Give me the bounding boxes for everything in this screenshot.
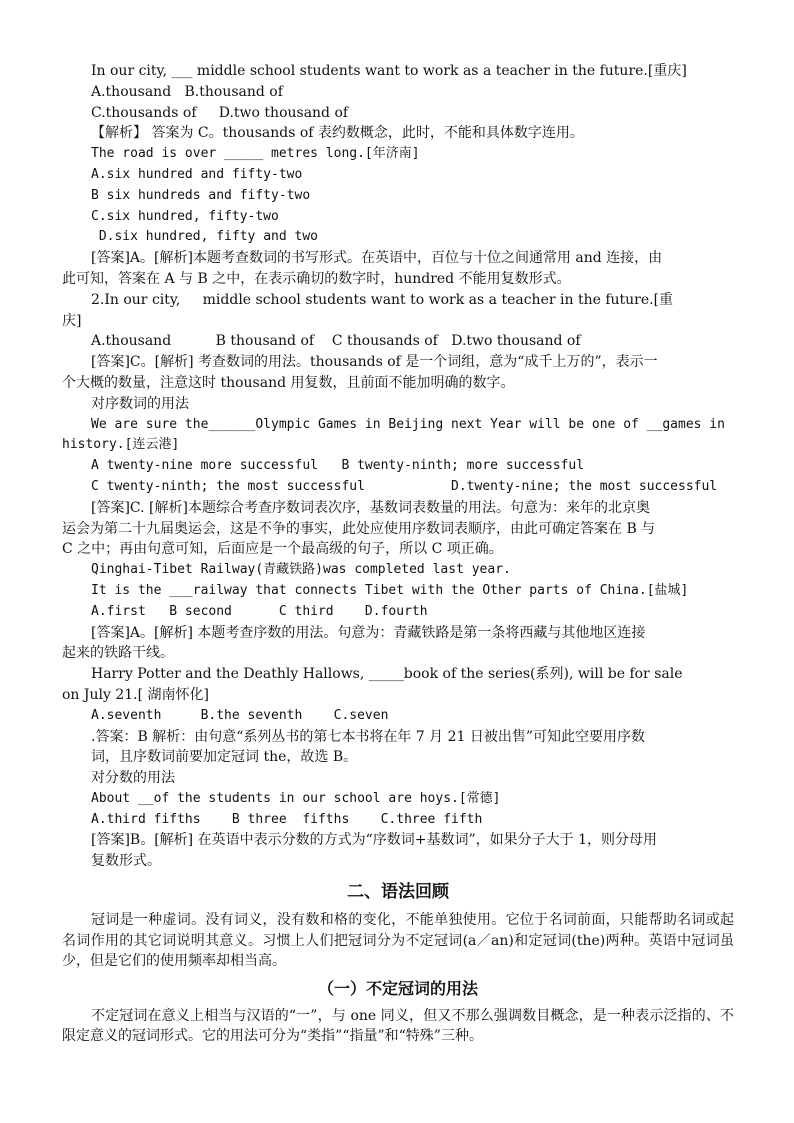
answer-line: 起来的铁路干线。: [62, 645, 174, 662]
option-line: C.thousands of D.two thousand of: [91, 104, 349, 121]
question-line: The road is over _____ metres long.[年济南]: [91, 146, 420, 162]
answer-line: 此可知，答案在 A 与 B 之中，在表示确切的数字时，hundred 不能用复数形式。: [62, 270, 571, 287]
option-line: A.six hundred and fifty-two: [91, 166, 303, 182]
option-line: A.third fifths B three fifths C.three fifth: [91, 811, 483, 827]
question-line: history.[连云港]: [62, 437, 180, 453]
answer-line: [答案]B。[解析] 在英语中表示分数的方式为“序数词+基数词”，如果分子大于 1，则分母用: [91, 832, 657, 849]
answer-line: [答案]C. [解析]本题综合考查序数词表次序，基数词表数量的用法。句意为：来年的北京奥: [91, 499, 650, 516]
option-line: B six hundreds and fifty-two: [91, 187, 311, 203]
option-line: A.seventh B.the seventh C.seven: [91, 707, 389, 723]
topic-heading: 对序数词的用法: [91, 395, 189, 412]
question-line: 庆]: [62, 312, 82, 329]
question-line: In our city, ___ middle school students want to work as a teacher in the future.[重庆]: [91, 63, 687, 79]
question-line: About __of the students in our school are hoys.[常德]: [91, 790, 501, 806]
answer-line: 个大概的数量，注意这时 thousand 用复数，且前面不能加明确的数字。: [62, 374, 515, 391]
section-title: 二、语法回顾: [347, 882, 449, 903]
question-line: 2.In our city, middle school students want to work as a teacher in the future.[重: [91, 291, 674, 308]
answer-line: [答案]C。[解析] 考查数词的用法。thousands of 是一个词组，意为“成千上万的”，表示一: [91, 354, 658, 371]
option-line: D.six hundred, fifty and two: [91, 229, 318, 245]
paragraph: 冠词是一种虚词。没有词义，没有数和格的变化，不能单独使用。它位于名词前面，只能帮助名词或起名词作用的其它词说明其意义。习惯上人们把冠词分为不定冠词(a／an)和定冠词(the)两种。英语中冠词虽少，但是它们的使用频率却相当高。: [62, 912, 734, 970]
answer-line: [答案]A。[解析] 本题考查序数的用法。句意为：青藏铁路是第一条将西藏与其他地区连接: [91, 624, 646, 641]
option-line: C twenty-ninth; the most successful D.twenty-nine; the most successful: [91, 478, 718, 494]
document-body: [62, 61, 734, 1047]
question-line: on July 21.[ 湖南怀化]: [62, 686, 209, 703]
analysis-line: 【解析】 答案为 C。thousands of 表约数概念，此时，不能和具体数字连用。: [91, 125, 584, 142]
topic-heading: 对分数的用法: [91, 770, 175, 787]
answer-line: .答案：B 解析：由句意“系列丛书的第七本书将在年 7 月 21 日被出售”可知此空要用序数: [91, 728, 646, 745]
question-line: Qinghai-Tibet Railway(青藏铁路)was completed last year.: [91, 562, 511, 578]
question-line: We are sure the______Olympic Games in Beijing next Year will be one of __games in: [91, 416, 725, 432]
answer-line: C 之中；再由句意可知，后面应是一个最高级的句子，所以 C 项正确。: [62, 541, 503, 558]
subsection-title: （一）不定冠词的用法: [317, 978, 478, 998]
answer-line: 词，且序数词前要加定冠词 the，故选 B。: [91, 749, 358, 766]
option-line: A.first B second C third D.fourth: [91, 603, 428, 619]
option-line: A twenty-nine more successful B twenty-ninth; more successful: [91, 458, 585, 474]
question-line: Harry Potter and the Deathly Hallows, _____book of the series(系列), will be for sale: [91, 666, 683, 683]
option-line: A.thousand B.thousand of: [91, 83, 283, 100]
paragraph: 不定冠词在意义上相当与汉语的“一”，与 one 同义，但又不那么强调数目概念，是一种表示泛指的、不限定意义的冠词形式。它的用法可分为“类指”“指量”和“特殊”三种。: [62, 1007, 734, 1045]
option-line: A.thousand B thousand of C thousands of D.two thousand of: [91, 333, 581, 350]
answer-line: 复数形式。: [91, 853, 161, 870]
answer-line: [答案]A。[解析]本题考查数词的书写形式。在英语中，百位与十位之间通常用 and 连接，由: [91, 250, 663, 267]
question-line: It is the ___railway that connects Tibet with the Other parts of China.[盐城]: [91, 582, 689, 598]
answer-line: 运会为第二十九届奥运会，这是不争的事实，此处应使用序数词表顺序，由此可确定答案在 B 与: [62, 520, 656, 537]
option-line: C.six hundred, fifty-two: [91, 208, 279, 224]
